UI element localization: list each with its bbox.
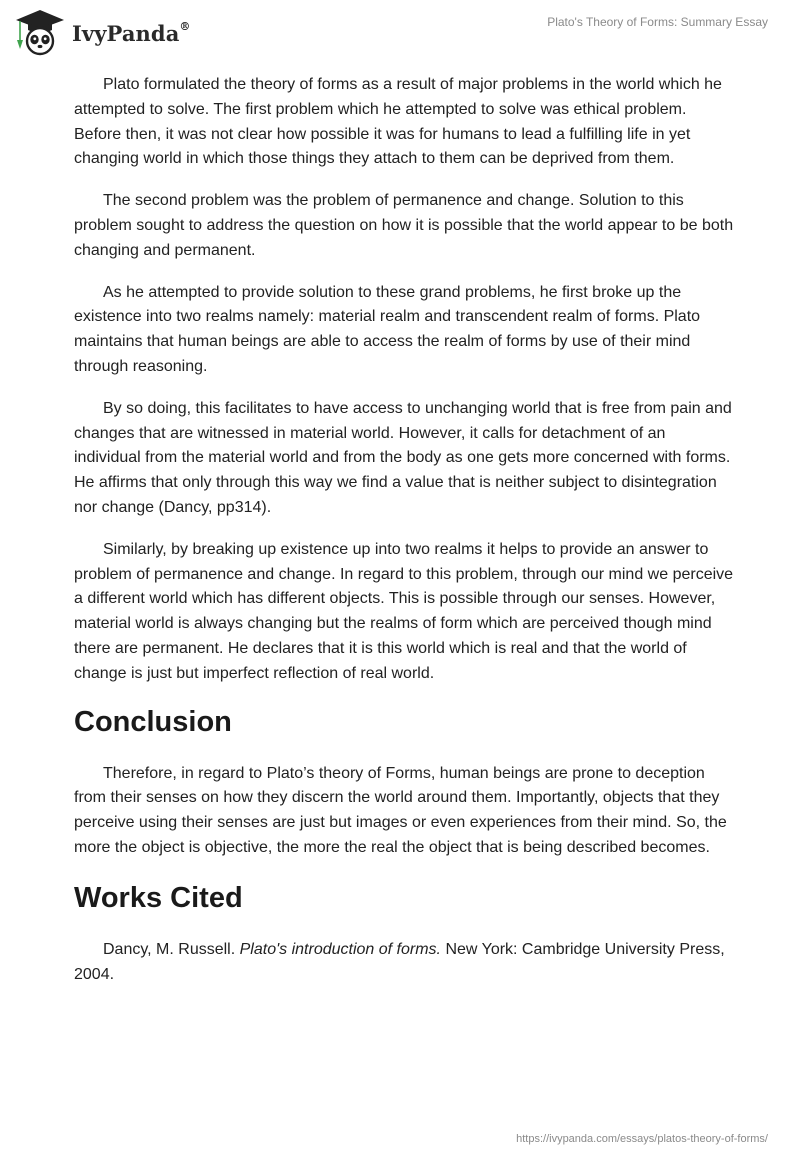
conclusion-heading: Conclusion <box>74 705 232 738</box>
conclusion-paragraph: Therefore, in regard to Plato’s theory of Forms, human beings are prone to deception from their senses on how they discern the world around them. Importantly, objects that they perceive using their senses are just but images or even experiences from their mind. So, the more the object is objective, the more the real the object that is being described becomes. <box>74 764 727 856</box>
document-title: Plato's Theory of Forms: Summary Essay <box>547 15 768 29</box>
body-paragraph: By so doing, this facilitates to have access to unchanging world that is free from pain and changes that are witnessed in material world. However, it calls for detachment of an individual from the material world and from the body as one gets more concerned with forms. He affirms that only through this way we find a value that is neither subject to disintegration nor change (Dancy, pp314). <box>74 399 732 516</box>
body-paragraph: Plato formulated the theory of forms as a result of major problems in the world which he attempted to solve. The first problem which he attempted to solve was ethical problem. Before then, it was not clear how possible it was for humans to lead a fulfilling life in yet changing world in which those things they attach to them can be deprived from them. <box>74 76 722 168</box>
citation-author: Dancy, M. Russell. <box>103 940 240 958</box>
body-paragraph: The second problem was the problem of permanence and change. Solution to this problem sought to address the question on how it is possible that the world appear to be both changing and permanent. <box>74 192 734 259</box>
citation-publisher: New York: Cambridge University Press, 2004. <box>74 940 725 983</box>
citation-entry <box>74 938 734 988</box>
body-paragraph: As he attempted to provide solution to these grand problems, he first broke up the existence into two realms namely: material realm and transcendent realm of forms. Plato maintains that human beings are able to access the realm of forms by use of their mind through reasoning. <box>74 283 701 375</box>
citation-title: Plato's introduction of forms. <box>239 940 441 958</box>
essay-content <box>74 73 734 1004</box>
works-cited-heading: Works Cited <box>74 881 243 914</box>
page-header <box>0 0 800 64</box>
brand-name: IvyPanda® <box>72 19 191 46</box>
source-url[interactable]: https://ivypanda.com/essays/platos-theory-of-forms/ <box>516 1133 768 1145</box>
panda-graduation-cap-icon <box>14 8 66 56</box>
ivypanda-logo[interactable] <box>14 8 191 56</box>
body-paragraph: Similarly, by breaking up existence up into two realms it helps to provide an answer to problem of permanence and change. In regard to this problem, through our mind we perceive a different world which has different objects. This is possible through our senses. However, material world is always changing but the realms of form which are perceived though mind there are permanent. He declares that it is this world which is real and that the world of change is just but imperfect reflection of real world. <box>74 540 734 682</box>
